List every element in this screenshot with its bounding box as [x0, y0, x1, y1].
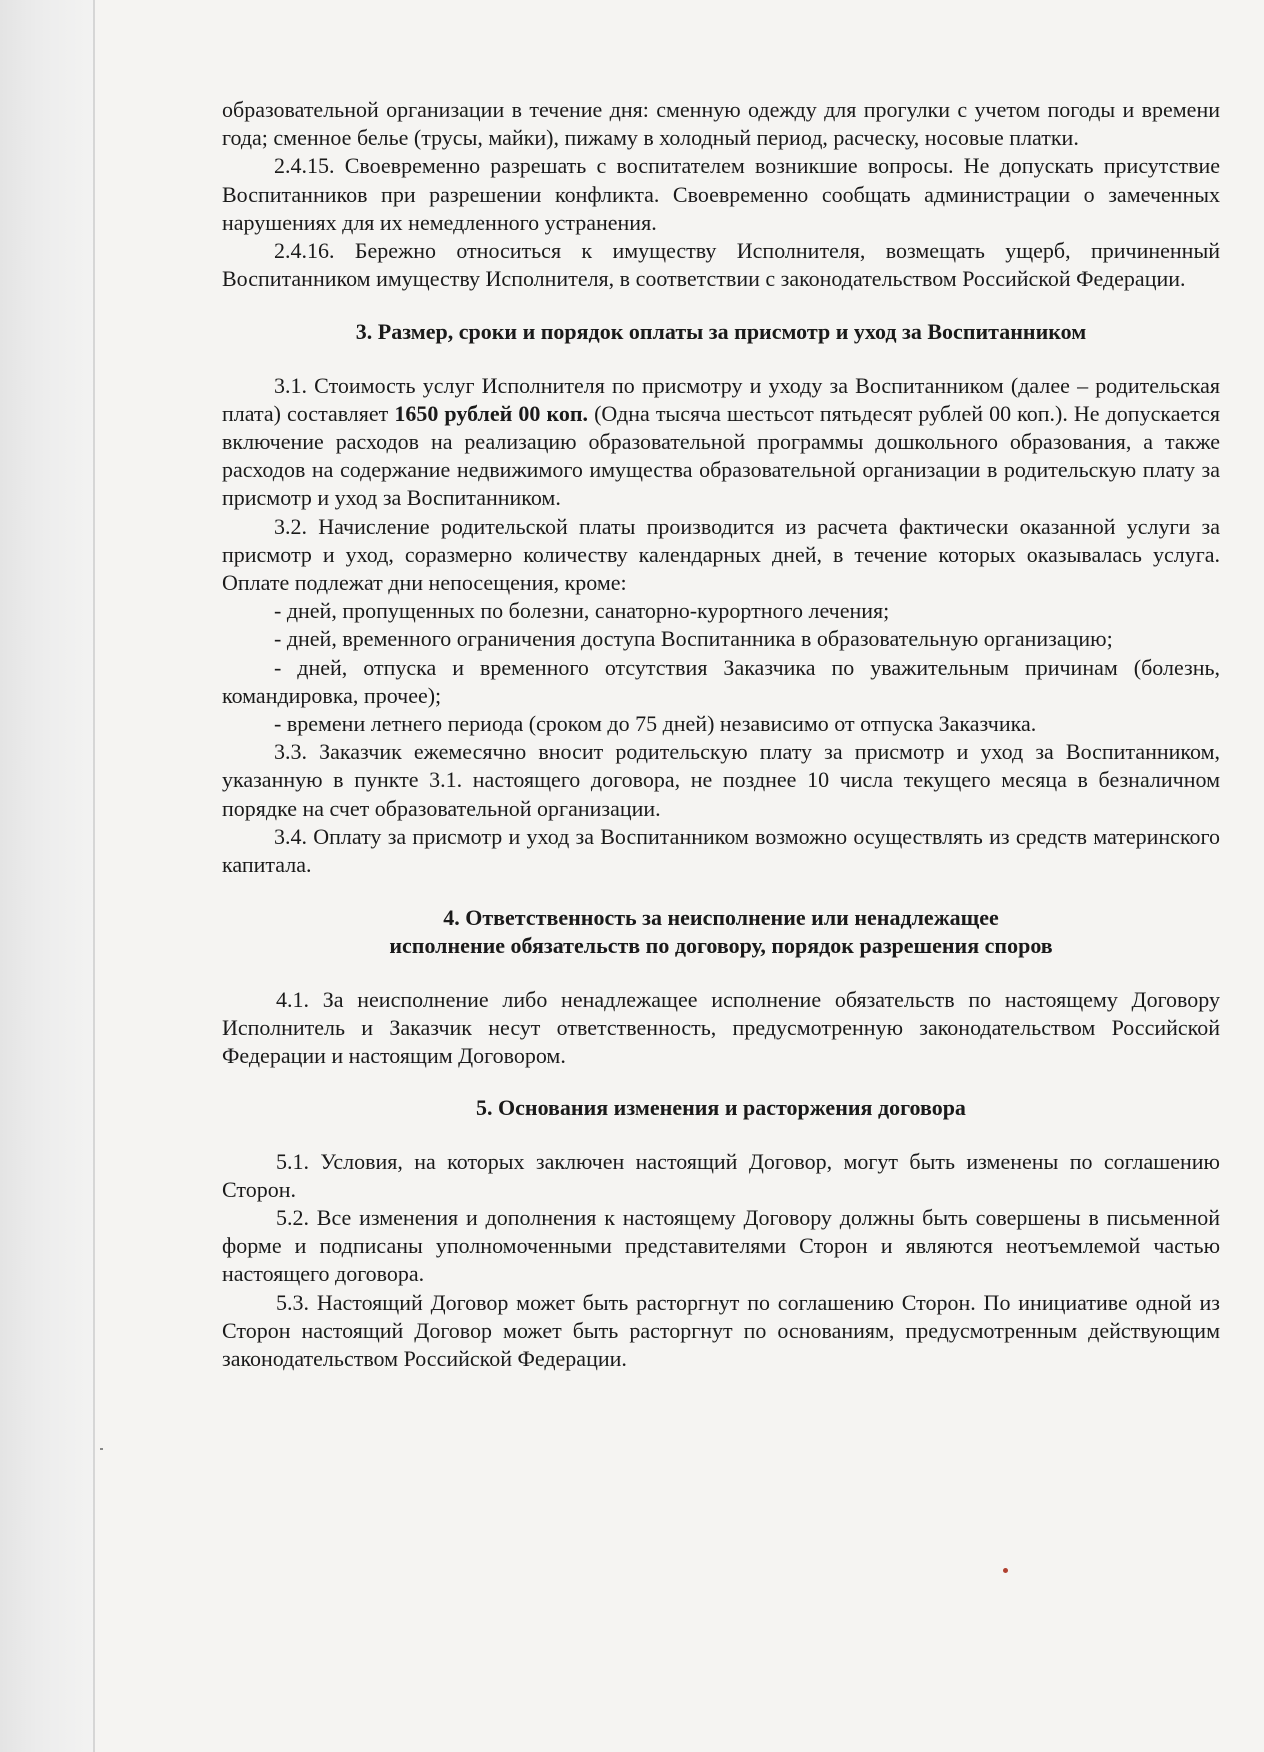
section-3-heading: 3. Размер, сроки и порядок оплаты за присмотр и уход за Воспитанником	[355, 319, 1087, 345]
section-4-heading-line-1: 4. Ответственность за неисполнение или ненадлежащее	[443, 905, 999, 931]
scan-artifact-tick	[100, 1448, 103, 1450]
section-4-heading	[222, 904, 1220, 960]
clause-2-4-15: 2.4.15. Своевременно разрешать с воспитателем возникшие вопросы. Не допускать присутствие Воспитанников при разрешении конфликта. Своевременно сообщать администрации о замеченных нарушениях для их немедленного устранения.	[222, 153, 1220, 235]
clause-2-4-16: 2.4.16. Бережно относиться к имуществу Исполнителя, возмещать ущерб, причиненный Воспитанником имуществу Исполнителя, в соответствии с законодательством Российской Федерации.	[222, 238, 1220, 292]
clause-5-1: 5.1. Условия, на которых заключен настоящий Договор, могут быть изменены по соглашению Сторон.	[222, 1148, 1220, 1202]
document-page	[222, 96, 1220, 1373]
clause-3-3: 3.3. Заказчик ежемесячно вносит родительскую плату за присмотр и уход за Воспитанником, указанную в пункте 3.1. настоящего договора, не позднее 10 числа текущего месяца в безналичном порядке на счет образовательной организации.	[222, 739, 1220, 821]
exception-item: - дней, отпуска и временного отсутствия Заказчика по уважительным причинам (болезнь, командировка, прочее);	[222, 654, 1220, 708]
scan-binding-edge	[93, 0, 95, 1752]
exception-item: - дней, пропущенных по болезни, санаторно-курортного лечения;	[274, 598, 890, 624]
exception-item: - дней, временного ограничения доступа Воспитанника в образовательную организацию;	[274, 626, 1113, 652]
section-4-heading-line-2: исполнение обязательств по договору, порядок разрешения споров	[389, 933, 1053, 959]
clause-5-3: 5.3. Настоящий Договор может быть расторгнут по соглашению Сторон. По инициативе одной из Сторон настоящий Договор может быть расторгнут по основаниям, предусмотренным действующим законодательством Российской Федерации.	[222, 1289, 1220, 1371]
clause-3-1-text-a: 3.1. Стоимость услуг Исполнителя по присмотру и уходу за Воспитанником (далее – родительская плата) составляет	[222, 372, 1220, 426]
exception-item: - времени летнего периода (сроком до 75 дней) независимо от отпуска Заказчика.	[274, 711, 1037, 737]
paragraph-continuation: образовательной организации в течение дня: сменную одежду для прогулки с учетом погоды и времени года; сменное белье (трусы, майки), пижаму в холодный период, расческу, носовые платки.	[222, 97, 1220, 151]
parent-fee-amount: 1650 рублей 00 коп.	[394, 400, 589, 426]
clause-5-2: 5.2. Все изменения и дополнения к настоящему Договору должны быть совершены в письменной форме и подписаны уполномоченными представителями Сторон и являются неотъемлемой частью настоящего договора.	[222, 1204, 1220, 1287]
clause-3-4: 3.4. Оплату за присмотр и уход за Воспитанником возможно осуществлять из средств материнского капитала.	[222, 823, 1220, 878]
scan-binding-shadow	[0, 0, 95, 1752]
clause-3-1	[222, 372, 1220, 513]
scan-artifact-dot	[1003, 1568, 1008, 1573]
section-5-heading: 5. Основания изменения и расторжения договора	[476, 1095, 966, 1121]
clause-4-1: 4.1. За неисполнение либо ненадлежащее исполнение обязательств по настоящему Договору Исполнитель и Заказчик несут ответственность, предусмотренную законодательством Российской Федерации и настоящим Договором.	[222, 986, 1220, 1069]
clause-3-1-text-b: (Одна тысяча шестьсот пятьдесят рублей 00 коп.). Не допускается включение расходов на реализацию образовательной программы дошкольного образования, а также расходов на содержание недвижимого имущества образовательной организации в родительскую плату за присмотр и уход за Воспитанником.	[222, 400, 1220, 511]
clause-3-2: 3.2. Начисление родительской платы производится из расчета фактически оказанной услуги за присмотр и уход, соразмерно количеству календарных дней, в течение которых оказывалась услуга. Оплате подлежат дни непосещения, кроме:	[222, 513, 1220, 596]
